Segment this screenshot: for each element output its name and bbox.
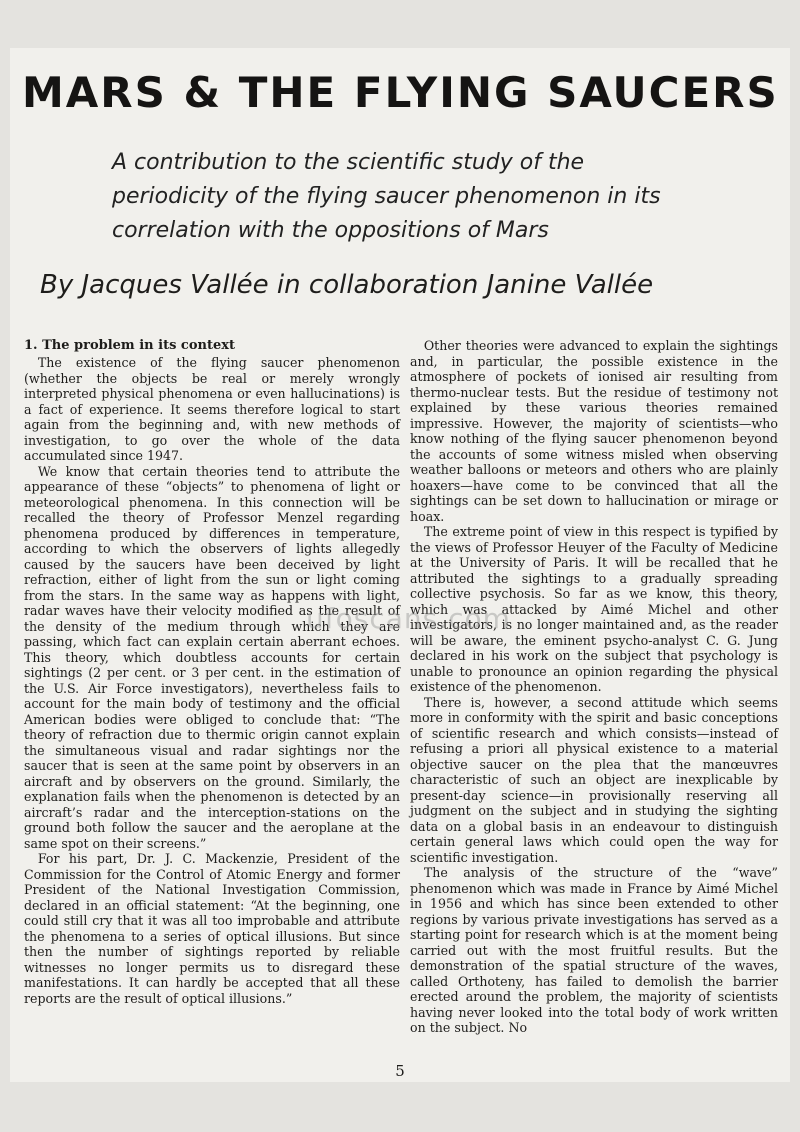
watermark-text: ufoscans.com: [306, 602, 511, 635]
section-heading: 1. The problem in its context: [24, 338, 235, 353]
article-subtitle: A contribution to the scientific study of the periodicity of the flying saucer phenomenon in its correlation with the oppositions of Mars: [112, 150, 661, 243]
paragraph: There is, however, a second attitude which seems more in conformity with the spirit and basic conceptions of scientific research and which consists—instead of refusing a priori all physical existence to a material objective saucer on the plea that the manœuvres characteristic of such an object are inexplicable by present-day science—in provisionally reserving all judgment on the subject and in studying the sighting data on a global basis in an endeavour to distinguish certain general laws which could open the way for scientific investigation.: [410, 694, 778, 865]
document-page: [10, 48, 790, 1082]
page-number: 5: [395, 1062, 405, 1080]
paragraph: Other theories were advanced to explain the sightings and, in particular, the possible existence in the atmosphere of pockets of ionised air resulting from thermo-nuclear tests. But the residue of testimony not explained by these various theories remained impressive. However, the majority of scientists—who know nothing of the flying saucer phenomenon beyond the accounts of some witness misled when observing weather balloons or meteors and others who are plainly hoaxers—have come to be convinced that all the sightings can be set down to hallucination or mirage or hoax.: [410, 338, 778, 524]
article-byline: By Jacques Vallée in collaboration Janine Vallée: [40, 270, 654, 300]
paragraph: The existence of the flying saucer phenomenon (whether the objects be real or merely wrongly interpreted physical phenomena or even hallucinations) is a fact of experience. It seems therefore logical to start again from the beginning and, with new methods of investigation, to go over the whole of the data accumulated since 1947.: [24, 355, 400, 463]
article-title: MARS & THE FLYING SAUCERS: [22, 68, 779, 117]
left-column: [24, 338, 400, 1006]
paragraph: We know that certain theories tend to attribute the appearance of these “objects” to phenomena of light or meteorological phenomena. In this connection will be recalled the theory of Professor Menzel regarding phenomena produced by differences in temperature, according to which the observers of lights allegedly caused by the saucers have been deceived by light refraction, either of light from the sun or light coming from the stars. In the same way as happens with light, radar waves have their velocity modified as the result of the density of the medium through which they are passing, which fact can explain certain aberrant echoes. This theory, which doubtless accounts for certain sightings (2 per cent. or 3 per cent. in the estimation of the U.S. Air Force investigators), nevertheless fails to account for the main body of testimony and the official American bodies were obliged to conclude that: “The theory of refraction due to thermic origin cannot explain the simultaneous visual and radar sightings nor the saucer that is seen at the same point by observers in an aircraft and by observers on the ground. Similarly, the explanation fails when the phenomenon is detected by an aircraft’s radar and the interception-stations on the ground both follow the saucer and the aeroplane at the same spot on their screens.”: [24, 463, 400, 851]
paragraph: For his part, Dr. J. C. Mackenzie, President of the Commission for the Control of Atomic Energy and former President of the National Investigation Commission, declared in an official statement: “At the beginning, one could still cry that it was all too improbable and attribute the phenomena to a series of optical illusions. But since then the number of sightings reported by reliable witnesses no longer permits us to disregard these manifestations. It can hardly be accepted that all these reports are the result of optical illusions.”: [24, 851, 400, 1006]
paragraph: The analysis of the structure of the “wave” phenomenon which was made in France by Aimé Michel in 1956 and which has since been extended to other regions by various private investigations has served as a starting point for research which is at the moment being carried out with the most fruitful results. But the demonstration of the spatial structure of the waves, called Orthoteny, has failed to demolish the barrier erected around the problem, the majority of scientists having never looked into the total body of work written on the subject. No: [410, 865, 778, 1035]
paragraph: The extreme point of view in this respect is typified by the views of Professor Heuyer of the Faculty of Medicine at the University of Paris. It will be recalled that he attributed the sightings to a gradually spreading collective psychosis. So far as we know, this theory, which was attacked by Aimé Michel and other investigators, is no longer maintained and, as the reader will be aware, the eminent psycho-analyst C. G. Jung declared in his work on the subject that psychology is unable to pronounce an opinion regarding the physical existence of the phenomenon.: [410, 524, 778, 694]
right-column: [410, 338, 778, 1036]
